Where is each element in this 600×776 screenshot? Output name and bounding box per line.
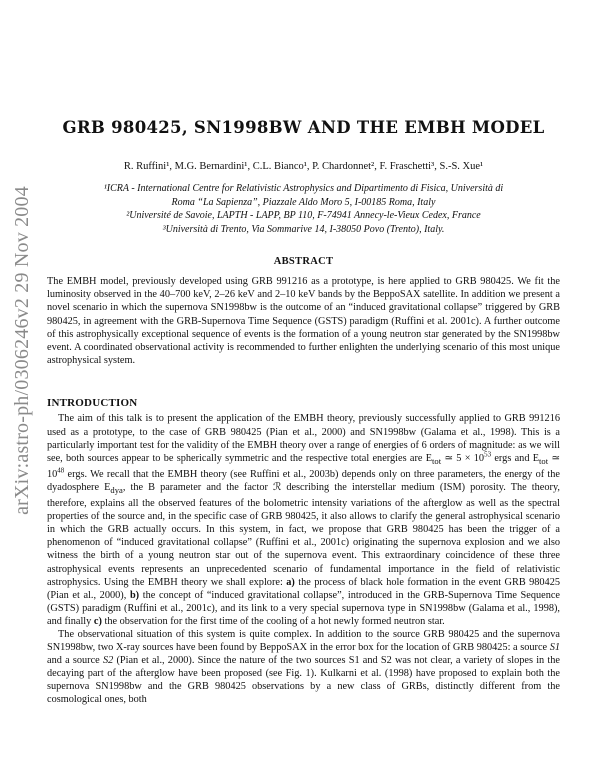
affiliation-2: ²Université de Savoie, LAPTH - LAPP, BP 110, F-74941 Annecy-le-Vieux Cedex, France bbox=[126, 210, 481, 221]
affiliation-1a: ¹ICRA - International Centre for Relativistic Astrophysics and Dipartimento di Fisica, Università di bbox=[103, 183, 504, 194]
paper-page bbox=[47, 118, 560, 707]
arxiv-sidebar-stamp bbox=[4, 120, 40, 580]
introduction-paragraph-2: The observational situation of this system is quite complex. In addition to the source GRB 980425 and the supernova SN1998bw, two X-ray sources have been found by BeppoSAX in the error box for the location of GRB 980425: a source S1 and a source S2 (Pian et al., 2000). Since the nature of the two sources S1 and S2 was not clear, a variety of slopes in the decaying part of the afterglow have been proposed (see Fig. 1). Kulkarni et al. (1998) have proposed to explain both the supernova SN1998bw and the GRB 980425 observations by a new class of GRBs, distinctly different from the cosmological ones, both bbox=[47, 629, 560, 706]
introduction-paragraph-1: The aim of this talk is to present the application of the EMBH theory, previously successfully applied to GRB 991216 used as a prototype, to the case of GRB 980425 (Pian et al., 2000) and SN1998bw (Galama et al., 1998). This is a particularly important test for the validity of the EMBH theory over a range of energies of 6 orders of magnitude: as we will see, both sources appear to be spherically symmetric and the respective total energies are $E_{tot}$ ≃ $5 \times 10^{53}$ ergs and $E_{tot}$ ≃ $10^{48}$ ergs. We recall that the EMBH theory (see Ruffini et al., 2003b) depends only on three parameters, the energy of the dyadosphere $E_{dya}$, the B parameter and the factor ℛ describing the interstellar medium (ISM) porosity. The theory, therefore, explains all the observed features of the bolometric intensity variations of the afterglow as well as the spectral properties of the source and, in the specific case of GRB 980425, it also allows to clarify the general astrophysical scenario in which the GRB actually occurs. In this system, in fact, we propose that GRB 980425 has been the trigger of a phenomenon of “induced gravitational collapse” (Ruffini et al., 2001c) originating the supernova explosion and we also witness the birth of a young neutron star out of the supernova event. This extraordinary coincidence of these three astrophysical events represents an unprecedented scenario of fundamental importance in the field of relativistic astrophysics. Using the EMBH theory we shall explore: a) the process of black hole formation in the event GRB 980425 (Pian et al., 2000), b) the concept of “induced gravitational collapse”, introduced in the GRB-Supernova Time Sequence (GSTS) paradigm (Ruffini et al., 2001c), and its link to a very special supernova type in SN1998bw (Galama et al., 1998), and finally c) the observation for the first time of the cooling of a hot newly formed neutron star. bbox=[47, 413, 561, 627]
author-list: R. Ruffini¹, M.G. Bernardini¹, C.L. Bianco¹, P. Chardonnet², F. Fraschetti³, S.-S. Xue¹ bbox=[123, 161, 484, 172]
arxiv-identifier: arXiv:astro-ph/0306246v2 29 Nov 2004 bbox=[10, 185, 33, 515]
affiliation-1b: Roma “La Sapienza”, Piazzale Aldo Moro 5, I-00185 Roma, Italy bbox=[171, 196, 436, 208]
affiliation-3: ³Università di Trento, Via Sommarive 14, I-38050 Povo (Trento), Italy. bbox=[162, 223, 445, 235]
abstract-text: The EMBH model, previously developed using GRB 991216 as a prototype, is here applied to GRB 980425. We fit the luminosity observed in the 40–700 keV, 2–26 keV and 2–10 keV bands by the BeppoSAX satellite. In addition we present a novel scenario in which the supernova SN1998bw is the outcome of an “induced gravitational collapse” triggered by GRB 980425, in agreement with the GRB-Supernova Time Sequence (GSTS) paradigm (Ruffini et al. 2001c). A further outcome of this astrophysically exceptional sequence of events is the formation of a young neutron star generated by the SN1998bw event. A coordinated observational activity is recommended to further enlighten the underlying scenario of this most unique astrophysical system. bbox=[47, 276, 560, 367]
introduction-heading: INTRODUCTION bbox=[47, 397, 138, 410]
paper-title: GRB 980425, SN1998BW AND THE EMBH MODEL bbox=[62, 118, 545, 137]
abstract-heading: ABSTRACT bbox=[273, 256, 334, 267]
